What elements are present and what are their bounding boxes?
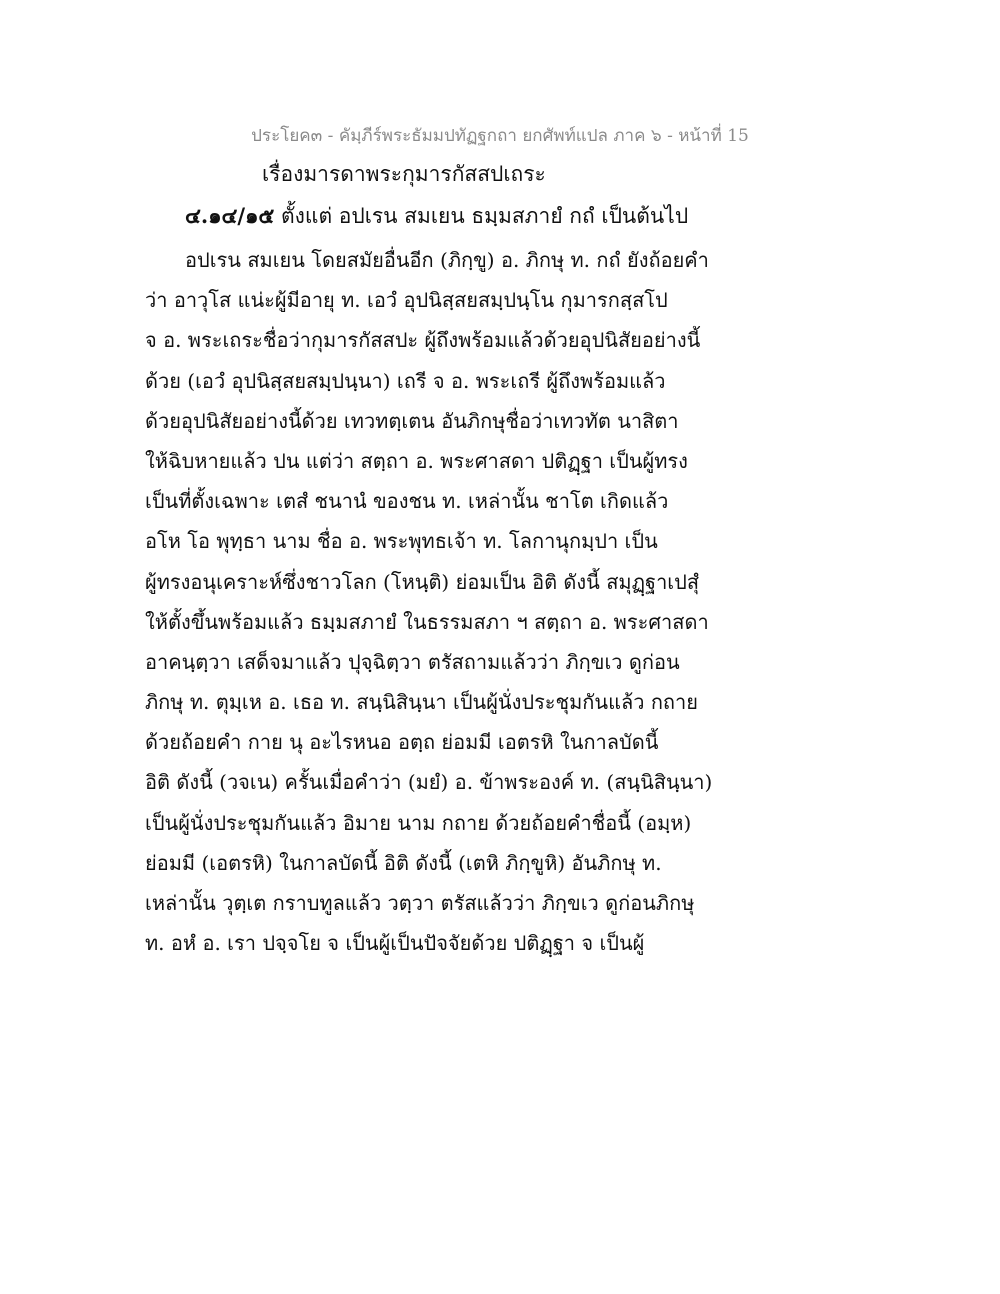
section-text: ตั้งแต่ อปเรน สมเยน ธมฺมสภายํ กถํ เป็นต้นไป xyxy=(281,204,689,228)
text-line: เป็นที่ตั้งเฉพาะ เตสํ ชนานํ ของชน ท. เหล่านั้น ชาโต เกิดแล้ว xyxy=(145,489,669,514)
section-heading xyxy=(185,200,688,233)
text-line: เหล่านั้น วุตฺเต กราบทูลแล้ว วตฺวา ตรัสแล้วว่า ภิกฺขเว ดูก่อนภิกษุ xyxy=(145,891,695,915)
page-header xyxy=(0,122,1000,149)
body-text xyxy=(145,240,865,963)
story-title: เรื่องมารดาพระกุมารกัสสปเถระ xyxy=(262,162,546,186)
section-number: ๔.๑๔/๑๕ xyxy=(185,203,275,228)
page-header-text: ประโยค๓ - คัมฺภีร์พระธัมมปทัฏฐกถา ยกศัพท์แปล ภาค ๖ - หน้าที่ 15 xyxy=(251,126,749,146)
text-line: ด้วยถ้อยคำ กาย นุ อะไรหนอ อตฺถ ย่อมมี เอตรหิ ในกาลบัดนี้ xyxy=(145,730,659,755)
text-line: ด้วย (เอวํ อุปนิสฺสยสมฺปนฺนา) เถรี จ อ. พระเถรี ผู้ถึงพร้อมแล้ว xyxy=(145,368,666,393)
text-line: อาคนฺตฺวา เสด็จมาแล้ว ปุจฺฉิตฺวา ตรัสถามแล้วว่า ภิกฺขเว ดูก่อน xyxy=(145,649,680,674)
text-line: อโห โอ พุทฺธา นาม ชื่อ อ. พระพุทธเจ้า ท. โลกานุกมฺปา เป็น xyxy=(145,529,658,554)
text-line: อปเรน สมเยน โดยสมัยอื่นอีก (ภิกฺขู) อ. ภิกษุ ท. กถํ ยังถ้อยคำ xyxy=(185,248,709,272)
text-line: ผู้ทรงอนุเคราะห์ซึ่งชาวโลก (โหนฺติ) ย่อมเป็น อิติ ดังนี้ สมุฏฺฐาเปสุํ xyxy=(145,569,700,594)
text-line: ให้ฉิบหายแล้ว ปน แต่ว่า สตฺถา อ. พระศาสดา ปติฏฺฐา เป็นผู้ทรง xyxy=(145,448,688,473)
text-line: ว่า อาวุโส แน่ะผู้มีอายุ ท. เอวํ อุปนิสฺสยสมฺปนฺโน กุมารกสฺสโป xyxy=(145,288,668,313)
text-line: จ อ. พระเถระชื่อว่ากุมารกัสสปะ ผู้ถึงพร้อมแล้วด้วยอุปนิสัยอย่างนี้ xyxy=(145,328,701,353)
text-line: เป็นผู้นั่งประชุมกันแล้ว อิมาย นาม กถาย ด้วยถ้อยคำชื่อนี้ (อมฺห) xyxy=(145,810,692,835)
text-line: ท. อหํ อ. เรา ปจฺจโย จ เป็นผู้เป็นปัจจัยด้วย ปติฏฺฐา จ เป็นผู้ xyxy=(145,931,645,956)
text-line: ภิกษุ ท. ตุมฺเห อ. เธอ ท. สนฺนิสินฺนา เป็นผู้นั่งประชุมกันแล้ว กถาย xyxy=(145,690,698,715)
text-line: ให้ตั้งขึ้นพร้อมแล้ว ธมฺมสภายํ ในธรรมสภา ฯ สตฺถา อ. พระศาสดา xyxy=(145,609,709,634)
text-line: ย่อมมี (เอตรหิ) ในกาลบัดนี้ อิติ ดังนี้ (เตหิ ภิกฺขูหิ) อันภิกษุ ท. xyxy=(145,850,662,875)
text-line: ด้วยอุปนิสัยอย่างนี้ด้วย เทวทตฺเตน อันภิกษุชื่อว่าเทวทัต นาสิตา xyxy=(145,408,679,433)
text-line: อิติ ดังนี้ (วจเน) ครั้นเมื่อคำว่า (มยํ) อ. ข้าพระองค์ ท. (สนฺนิสินฺนา) xyxy=(145,770,713,795)
